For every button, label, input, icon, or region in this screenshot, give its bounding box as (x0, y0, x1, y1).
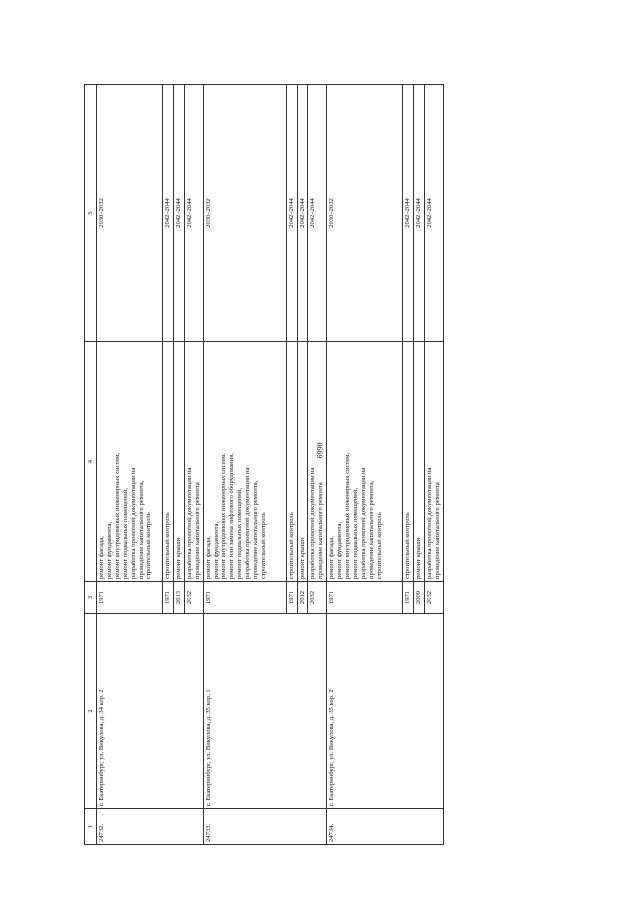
work-type-cell: ремонт крыши (414, 342, 425, 582)
column-header: 1 (85, 809, 97, 845)
work-type-cell: строительный контроль (403, 342, 414, 582)
period-cell: 2042–2044 (308, 85, 327, 342)
period-cell: 2030–2032 (97, 85, 163, 342)
work-type-cell: разработка проектной документации на проведение капитального ремонта (184, 342, 203, 582)
table-row (203, 85, 286, 845)
row-number-cell: 24734. (327, 809, 444, 845)
year-cell: 2032 (425, 582, 444, 614)
table-row (97, 85, 163, 845)
period-cell: 2042–2044 (163, 85, 174, 342)
work-type-cell: строительный контроль (286, 342, 297, 582)
work-type-cell: ремонт фасада, ремонт фундамента, ремонт внутридомовых инженерных систем, ремонт или замена лифтового оборудования, ремонт подвальных помещений, разработка проектной документации на проведение капитального ремонта, строительный контроль (203, 342, 286, 582)
address-cell: г. Екатеринбург, ул. Викулова, д. 34 кор. 2 (97, 614, 204, 809)
year-cell: 1971 (203, 582, 286, 614)
year-cell: 2032 (308, 582, 327, 614)
row-number-cell: 24732. (97, 809, 204, 845)
column-number-row (85, 85, 97, 845)
year-cell: 1971 (97, 582, 163, 614)
repair-schedule-table (84, 84, 444, 845)
year-cell: 1971 (163, 582, 174, 614)
period-cell: 2030–2032 (327, 85, 403, 342)
column-header: 2 (85, 614, 97, 809)
row-number-cell: 24733. (203, 809, 327, 845)
column-header: 4 (85, 342, 97, 582)
period-cell: 2042–2044 (173, 85, 184, 342)
work-type-cell: ремонт крыши (173, 342, 184, 582)
year-cell: 1971 (403, 582, 414, 614)
period-cell: 2042–2044 (297, 85, 308, 342)
address-cell: г. Екатеринбург, ул. Викулова, д. 35 кор. 2 (327, 614, 444, 809)
period-cell: 2042–2044 (403, 85, 414, 342)
column-header: 3 (85, 582, 97, 614)
work-type-cell: ремонт фасада, ремонт фундамента, ремонт внутридомовых инженерных систем, ремонт подвальных помещений, разработка проектной документации на проведение капитального ремонта, строительный контроль (327, 342, 403, 582)
year-cell: 1971 (327, 582, 403, 614)
year-cell: 2009 (414, 582, 425, 614)
period-cell: 2042–2044 (184, 85, 203, 342)
work-type-cell: ремонт крыши (297, 342, 308, 582)
address-cell: г. Екатеринбург, ул. Викулова, д. 35 кор. 1 (203, 614, 327, 809)
year-cell: 1971 (286, 582, 297, 614)
period-cell: 2042–2044 (414, 85, 425, 342)
work-type-cell: разработка проектной документации на проведение капитального ремонта (425, 342, 444, 582)
rotated-page (84, 85, 529, 845)
year-cell: 2013 (173, 582, 184, 614)
page-number: 6990 (315, 442, 325, 459)
column-header: 5 (85, 85, 97, 342)
period-cell: 2042–2044 (286, 85, 297, 342)
table-row (327, 85, 403, 845)
period-cell: 2030–2032 (203, 85, 286, 342)
year-cell: 2032 (184, 582, 203, 614)
work-type-cell: ремонт фасада, ремонт фундамента, ремонт внутридомовых инженерных систем, ремонт подвальных помещений, разработка проектной документации на проведение капитального ремонта, строительный контроль (97, 342, 163, 582)
work-type-cell: разработка проектной документации на проведение капитального ремонта (308, 342, 327, 582)
year-cell: 2012 (297, 582, 308, 614)
period-cell: 2042–2044 (425, 85, 444, 342)
work-type-cell: строительный контроль (163, 342, 174, 582)
